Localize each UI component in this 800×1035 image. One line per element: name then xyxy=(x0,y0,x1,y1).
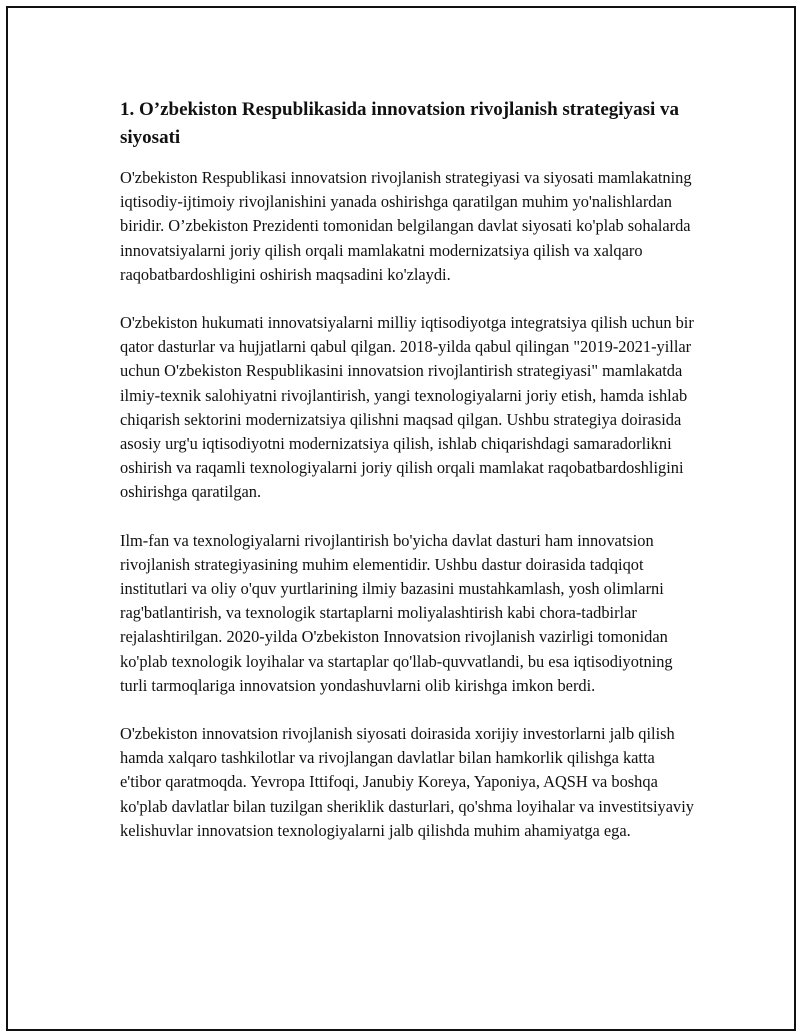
paragraph-2: O'zbekiston hukumati innovatsiyalarni milliy iqtisodiyotga integratsiya qilish uchun bir qator dasturlar va hujjatlarni qabul qilgan. 2018-yilda qabul qilingan "2019-2021-yillar uchun O'zbekiston Respublikasini innovatsion rivojlantirish strategiyasi" mamlakatda ilmiy-texnik salohiyatni rivojlantirish, yangi texnologiyalarni joriy etish, hamda ishlab chiqarish sektorini modernizatsiya qilishni maqsad qilgan. Ushbu strategiya doirasida asosiy urg'u iqtisodiyotni modernizatsiya qilish, ishlab chiqarishdagi samaradorlikni oshirish va raqamli texnologiyalarni joriy qilish orqali mamlakat raqobatbardoshligini oshirishga qaratilgan. xyxy=(120,313,694,502)
document-body xyxy=(120,96,700,867)
section-title: 1. O’zbekiston Respublikasida innovatsion rivojlanish strategiyasi va siyosati xyxy=(120,99,680,148)
paragraph-3: Ilm-fan va texnologiyalarni rivojlantirish bo'yicha davlat dasturi ham innovatsion rivojlanish strategiyasining muhim elementidir. Ushbu dastur doirasida tadqiqot institutlari va oliy o'quv yurtlarining ilmiy bazasini mustahkamlash, yosh olimlarni rag'batlantirish, va texnologik startaplarni moliyalashtirish kabi chora-tadbirlar rejalashtirilgan. 2020-yilda O'zbekiston Innovatsion rivojlanish vazirligi tomonidan ko'plab texnologik loyihalar va startaplar qo'llab-quvvatlandi, bu esa iqtisodiyotning turli tarmoqlariga innovatsion yondashuvlarni olib kirishga imkon berdi. xyxy=(120,530,673,695)
document-page xyxy=(6,6,796,1031)
paragraph-1: O'zbekiston Respublikasi innovatsion rivojlanish strategiyasi va siyosati mamlakatning iqtisodiy-ijtimoiy rivojlanishini yanada oshirishga qaratilgan muhim yo'nalishlardan biridir. O’zbekiston Prezidenti tomonidan belgilangan davlat siyosati ko'plab sohalarda innovatsiyalarni joriy qilish orqali mamlakatni modernizatsiya qilish va xalqaro raqobatbardoshligini oshirish maqsadini ko'zlaydi. xyxy=(120,168,692,284)
paragraph-4: O'zbekiston innovatsion rivojlanish siyosati doirasida xorijiy investorlarni jalb qilish hamda xalqaro tashkilotlar va rivojlangan davlatlar bilan hamkorlik qilishga katta e'tibor qaratmoqda. Yevropa Ittifoqi, Janubiy Koreya, Yaponiya, AQSH va boshqa ko'plab davlatlar bilan tuzilgan sheriklik dasturlari, qo'shma loyihalar va investitsiyaviy kelishuvlar innovatsion texnologiyalarni jalb qilishda muhim ahamiyatga ega. xyxy=(120,724,694,840)
